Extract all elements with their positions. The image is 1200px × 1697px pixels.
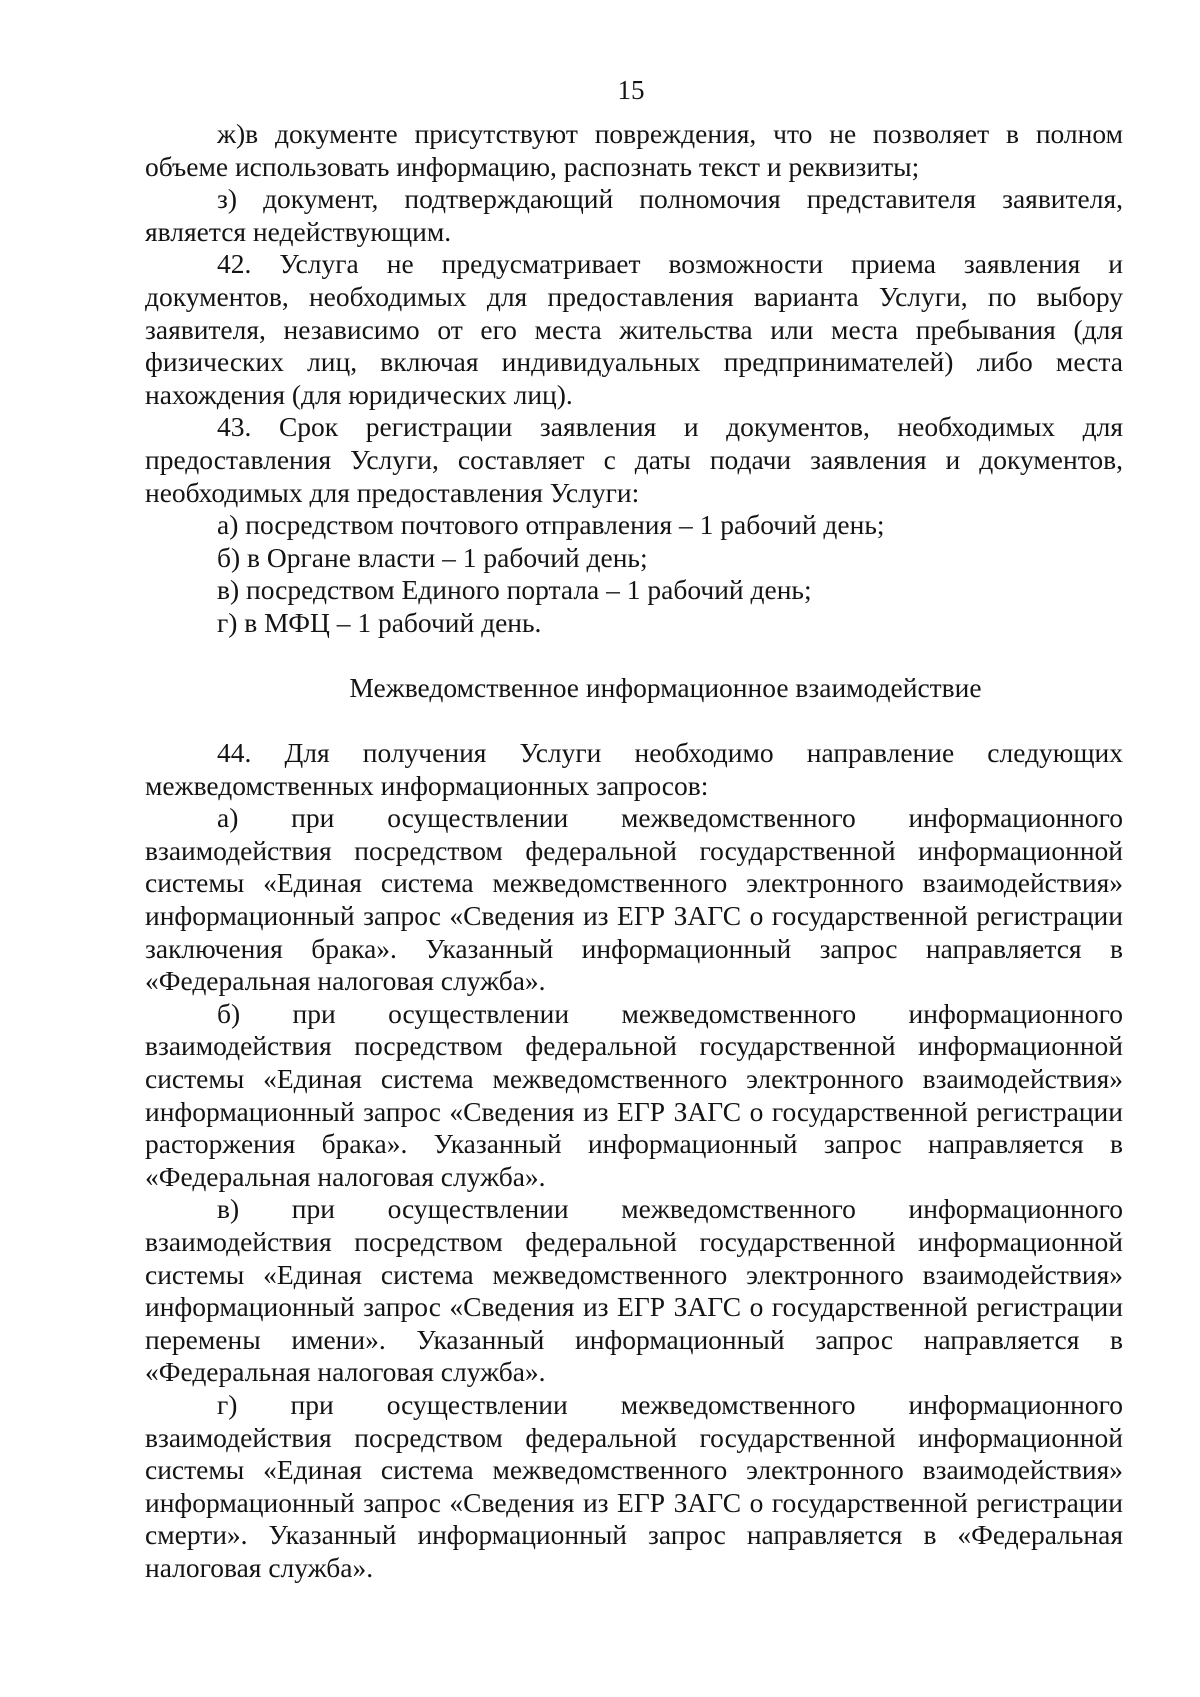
section-heading: Межведомственное информационное взаимодействие (349, 671, 982, 703)
list-item-44-b: б) при осуществлении межведомственного информационного взаимодействия посредством федеральной государственной информационной системы «Единая система межведомственного электронного взаимодействия» информационный запрос «Сведения из ЕГР ЗАГС о государственной регистрации расторжения брака». Указанный информационный запрос направляется в «Федеральная налоговая служба». (145, 997, 1123, 1192)
list-item-43-v: в) посредством Единого портала – 1 рабочий день; (217, 574, 812, 606)
paragraph-42: 42. Услуга не предусматривает возможности приема заявления и документов, необходимых для предоставления варианта Услуги, по выбору заявителя, независимо от его места жительства или места пребывания (для физических лиц, включая индивидуальных предпринимателей) либо места нахождения (для юридических лиц). (145, 248, 1123, 410)
list-item-43-b: б) в Органе власти – 1 рабочий день; (217, 541, 648, 573)
list-item-44-g: г) при осуществлении межведомственного информационного взаимодействия посредством федеральной государственной информационной системы «Единая система межведомственного электронного взаимодействия» информационный запрос «Сведения из ЕГР ЗАГС о государственной регистрации смерти». Указанный информационный запрос направляется в «Федеральная налоговая служба». (145, 1388, 1123, 1583)
list-item-43-a: а) посредством почтового отправления – 1 рабочий день; (217, 509, 885, 541)
list-item-43-g: г) в МФЦ – 1 рабочий день. (217, 606, 542, 638)
list-item-zh-damaged-document: ж)в документе присутствуют повреждения, что не позволяет в полном объеме использовать информацию, распознать текст и реквизиты; (145, 118, 1123, 182)
list-item-44-v: в) при осуществлении межведомственного информационного взаимодействия посредством федеральной государственной информационной системы «Единая система межведомственного электронного взаимодействия» информационный запрос «Сведения из ЕГР ЗАГС о государственной регистрации перемены имени». Указанный информационный запрос направляется в «Федеральная налоговая служба». (145, 1193, 1123, 1388)
list-item-44-a: а) при осуществлении межведомственного информационного взаимодействия посредством федеральной государственной информационной системы «Единая система межведомственного электронного взаимодействия» информационный запрос «Сведения из ЕГР ЗАГС о государственной регистрации заключения брака». Указанный информационный запрос направляется в «Федеральная налоговая служба». (145, 802, 1123, 997)
list-item-z-invalid-authority: з) документ, подтверждающий полномочия представителя заявителя, является недействующим. (145, 183, 1123, 247)
paragraph-43: 43. Срок регистрации заявления и документов, необходимых для предоставления Услуги, составляет с даты подачи заявления и документов, необходимых для предоставления Услуги: (145, 411, 1123, 508)
document-body (145, 118, 1123, 1585)
paragraph-44: 44. Для получения Услуги необходимо направление следующих межведомственных информационных запросов: (145, 737, 1123, 801)
page-number: 15 (617, 75, 645, 105)
